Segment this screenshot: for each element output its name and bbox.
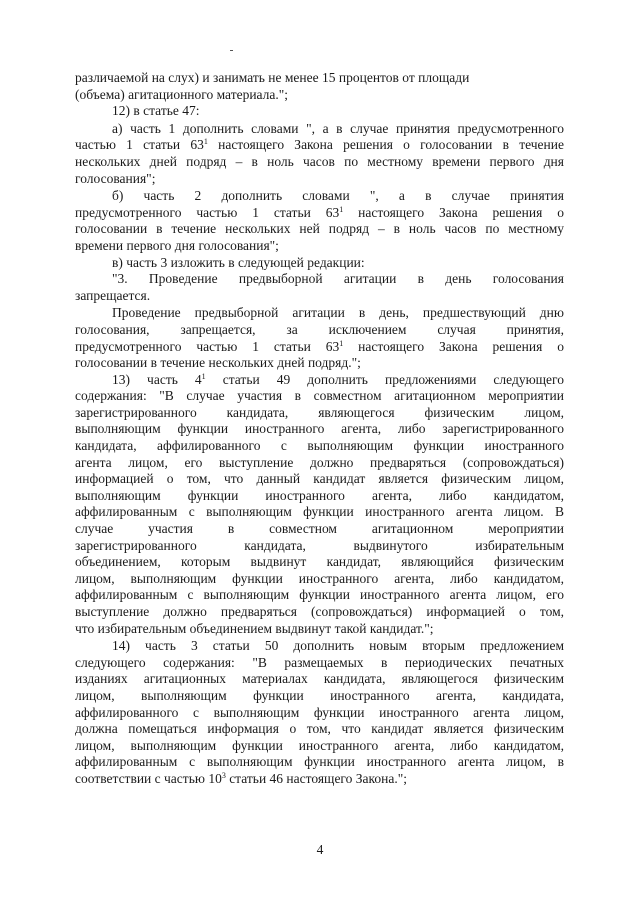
text-line: времени первого дня голосования"; — [75, 237, 279, 253]
text-line: зарегистрированного кандидата, являющегося физическим лицом, — [75, 404, 564, 420]
text-line: б) часть 2 дополнить словами ", а в случае принятия — [112, 188, 564, 204]
text-line: содержания: "В случае участия в совместном агитационном мероприятии — [75, 388, 564, 404]
text-line: информацией о том, что данный кандидат является физическим лицом, — [75, 471, 564, 487]
text-line: соответствии с частью $10^3$ статьи 46 настоящего Закона."; — [75, 770, 407, 786]
text-line: выполняющим функции иностранного агента, либо кандидатом, — [75, 487, 564, 503]
text-line: аффилированного с выполняющим функции иностранного агента лицом, — [75, 704, 564, 720]
text-line: лицом, выполняющим функции иностранного агента, либо кандидатом, — [75, 737, 564, 753]
scan-mark — [230, 50, 233, 51]
document-body — [75, 70, 564, 788]
text-line: 13) часть $4^1$ статьи 49 дополнить предложениями следующего — [112, 371, 564, 387]
text-line: лицом, выполняющим функции иностранного агента, либо кандидатом, — [75, 570, 564, 586]
superscript: 1 — [339, 204, 344, 214]
text-line: нескольких дней подряд – в ноль часов по местному времени первого дня — [75, 153, 564, 169]
text-line: а) часть 1 дополнить словами ", а в случае принятия предусмотренного — [112, 120, 564, 136]
text-line: агента лицом, его выступление должно предваряться (сопровождаться) — [75, 454, 564, 470]
page-number: 4 — [316, 842, 324, 857]
text-line: аффилированным с выполняющим функции иностранного агента лицом. В — [75, 504, 564, 520]
text-line: лицом, выполняющим функции иностранного агента, кандидата, — [75, 687, 564, 703]
text-line: что избирательным объединением выдвинут такой кандидат."; — [75, 620, 434, 636]
text-line: аффилированным с выполняющим функции иностранного агента лицом, в — [75, 754, 564, 770]
text-line: Проведение предвыборной агитации в день, предшествующий дню — [112, 305, 564, 321]
text-line: выполняющим функции иностранного агента, либо зарегистрированного — [75, 421, 564, 437]
text-line: кандидата, аффилированного с выполняющим функции иностранного — [75, 438, 564, 454]
text-line: запрещается. — [75, 287, 151, 303]
text-line: голосования"; — [75, 170, 156, 186]
text-line: различаемой на слух) и занимать не менее 15 процентов от площади — [75, 70, 470, 85]
text-line: объединением, которым выдвинут кандидат, являющийся физическим — [75, 554, 564, 570]
superscript: 1 — [203, 137, 208, 147]
item-heading: 12) в статье 47: — [112, 103, 200, 119]
text-line: голосовании в течение нескольких ней подряд – в ноль часов по местному — [75, 221, 564, 237]
superscript: 1 — [201, 371, 206, 381]
text-line: изданиях агитационных материалах кандидата, являющегося физическим — [75, 671, 564, 687]
text-line: 14) часть 3 статьи 50 дополнить новым вторым предложением — [112, 638, 564, 654]
text-line: выступление должно предваряться (сопровождаться) информацией о том, — [75, 604, 564, 619]
text-line: аффилированным с выполняющим функции иностранного агента лицом, его — [75, 587, 564, 603]
text-line: голосования, запрещается, за исключением случая принятия, — [75, 321, 564, 337]
text-line: (объема) агитационного материала."; — [75, 86, 289, 102]
text-line: случае участия в совместном агитационном мероприятии — [75, 521, 564, 537]
text-line: следующего содержания: "В размещаемых в периодических печатных — [75, 654, 564, 670]
superscript: 1 — [339, 338, 344, 348]
text-line: предусмотренного частью 1 статьи $63^1$ настоящего Закона решения о — [75, 338, 564, 354]
text-line: голосовании в течение нескольких дней подряд."; — [75, 355, 361, 371]
text-line: частью 1 статьи $63^1$ настоящего Закона решения о голосовании в течение — [75, 137, 564, 153]
text-line: зарегистрированного кандидата, выдвинутого избирательным — [75, 537, 564, 553]
text-line: "3. Проведение предвыборной агитации в день голосования — [112, 271, 564, 287]
text-line: предусмотренного частью 1 статьи $63^1$ настоящего Закона решения о — [75, 204, 564, 220]
text-line: должна помещаться информация о том, что кандидат является физическим — [75, 721, 564, 737]
superscript: 3 — [221, 770, 226, 780]
text-line: в) часть 3 изложить в следующей редакции: — [112, 254, 365, 270]
